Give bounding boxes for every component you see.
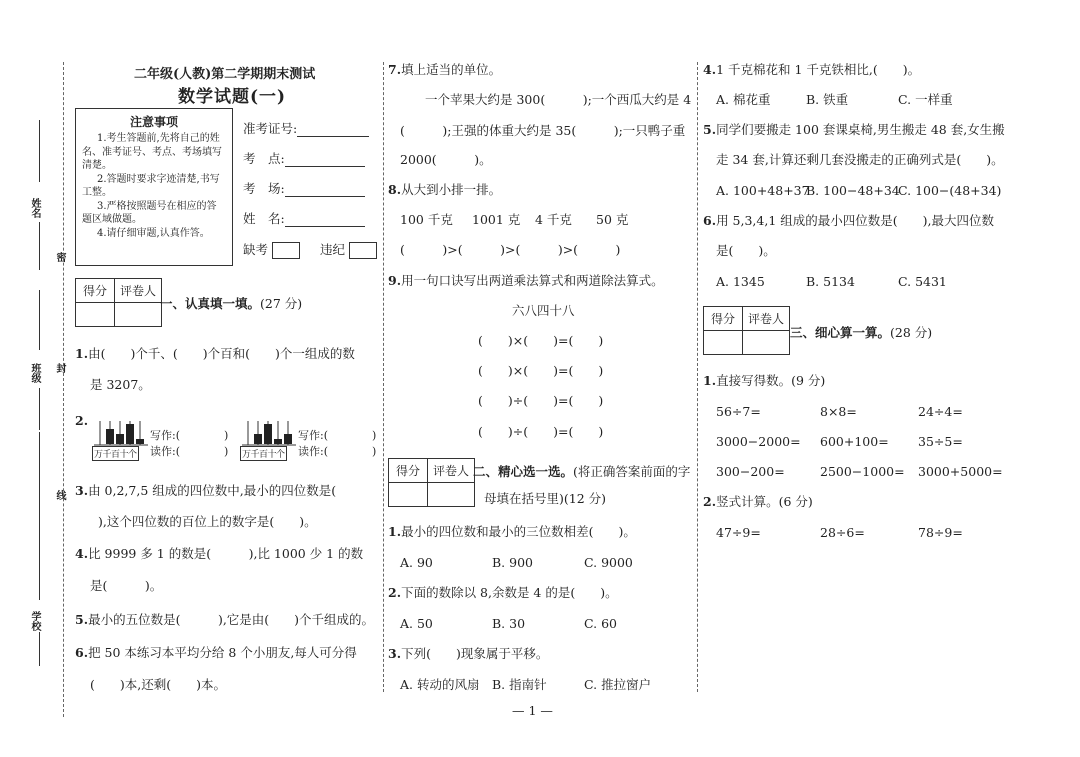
q-text: 由( )个千、( )个百和( )个一组成的数 <box>88 346 355 361</box>
s1-question-4-cont: 是( )。 <box>90 578 163 593</box>
abacus-place-labels-2: 万千百十个 <box>240 446 287 461</box>
s2q2-option-a[interactable]: A. 50 <box>400 616 433 631</box>
abacus-2-write: 写作:( ) <box>298 429 377 442</box>
calc-r1-c3: 24÷4= <box>918 404 963 419</box>
q9-formula-3: ( )÷( )=( ) <box>478 393 604 408</box>
q-text: 比 9999 多 1 的数是( ),比 1000 少 1 的数 <box>88 546 364 561</box>
q-number: 5. <box>703 122 717 137</box>
absent-field[interactable] <box>243 240 300 259</box>
s2q6-option-a[interactable]: A. 1345 <box>716 274 765 289</box>
s2q3-option-c[interactable]: C. 推拉窗户 <box>584 677 652 692</box>
q7-line-2: ( );王强的体重大约是 35( );一只鸭子重 <box>400 123 686 138</box>
q7-line-3: 2000( )。 <box>400 152 492 167</box>
violation-field[interactable] <box>320 240 377 259</box>
q-text: 下面的数除以 8,余数是 4 的是( )。 <box>401 585 618 600</box>
calc-r1-c1: 56÷7= <box>716 404 761 419</box>
q9-formula-4: ( )÷( )=( ) <box>478 424 604 439</box>
note-item-2: 2.答题时要求字迹清楚,书写工整。 <box>82 173 220 198</box>
section2-desc-2: 母填在括号里)(12 分) <box>484 491 607 506</box>
s1-question-1-cont: 是 3207。 <box>90 377 151 392</box>
side-label-seal-2: 封 <box>54 363 65 373</box>
margin-line-school-2 <box>39 632 40 666</box>
q8-title <box>388 182 501 198</box>
vertical-calc-3: 78÷9= <box>918 525 963 540</box>
s2-question-6-cont: 是( )。 <box>716 243 776 258</box>
q-number: 9. <box>388 273 402 288</box>
q-text: 把 50 本练习本平均分给 8 个小朋友,每人可分得 <box>88 645 357 660</box>
s2q4-option-b[interactable]: B. 铁重 <box>806 92 849 107</box>
q8-item-4: 50 克 <box>596 212 629 227</box>
exam-title: 数学试题(一) <box>178 87 287 107</box>
abacus-icon-2 <box>240 417 298 449</box>
score-cell[interactable] <box>389 483 428 507</box>
q-text: 用 5,3,4,1 组成的最小四位数是( ),最大四位数 <box>716 213 994 228</box>
section2-title <box>473 462 690 480</box>
score-table-section3 <box>703 306 790 355</box>
side-label-class: 班级 <box>29 363 40 383</box>
q-points: (9 分) <box>791 373 826 388</box>
abacus-1-write: 写作:( ) <box>150 429 229 442</box>
s2-question-4 <box>703 62 920 78</box>
q-number: 4. <box>703 62 717 77</box>
q-number: 3. <box>75 483 89 498</box>
student-name-blank[interactable] <box>285 213 365 227</box>
s2-question-1 <box>388 524 636 540</box>
calc-r2-c2: 600+100= <box>820 434 889 449</box>
side-label-school: 学校 <box>29 611 40 631</box>
q9-formula-1: ( )×( )=( ) <box>478 333 604 348</box>
score-label: 得分 <box>76 279 115 303</box>
page-number: — 1 — <box>512 703 553 718</box>
grader-cell[interactable] <box>743 331 790 355</box>
margin-line-class-2 <box>39 388 40 430</box>
s2-question-6 <box>703 213 994 229</box>
calc-r3-c2: 2500−1000= <box>820 464 905 479</box>
q8-answer: ( )>( )>( )>( ) <box>400 242 621 257</box>
vertical-calc-1: 47÷9= <box>716 525 761 540</box>
s1-question-6 <box>75 645 357 661</box>
margin-line-name-2 <box>39 222 40 270</box>
q-text: 竖式计算。 <box>716 494 779 509</box>
s1-question-1 <box>75 346 355 362</box>
q-text: 最小的五位数是( ),它是由( )个千组成的。 <box>88 612 375 627</box>
q-number: 1. <box>388 524 402 539</box>
q-number: 3. <box>388 646 402 661</box>
q-text: 填上适当的单位。 <box>401 62 502 77</box>
q-number: 5. <box>75 612 89 627</box>
s2-question-2 <box>388 585 618 601</box>
q8-item-2: 1001 克 <box>472 212 521 227</box>
q-number: 1. <box>75 346 89 361</box>
q-number: 6. <box>703 213 717 228</box>
q9-formula-2: ( )×( )=( ) <box>478 363 604 378</box>
s2q4-option-c[interactable]: C. 一样重 <box>898 92 953 107</box>
q-number: 7. <box>388 62 402 77</box>
s2q5-option-c[interactable]: C. 100−(48+34) <box>898 183 1002 198</box>
exam-number-label: 准考证号: <box>243 121 298 136</box>
section2-title-text: 二、精心选一选。 <box>473 464 574 479</box>
exam-number-blank[interactable] <box>297 123 369 137</box>
q-text: 同学们要搬走 100 套课桌椅,男生搬走 48 套,女生搬 <box>716 122 1005 137</box>
s2q3-option-b[interactable]: B. 指南针 <box>492 677 547 692</box>
exam-site-field[interactable] <box>243 149 365 167</box>
q-text: 用一句口诀写出两道乘法算式和两道除法算式。 <box>401 273 664 288</box>
s2q1-option-b[interactable]: B. 900 <box>492 555 533 570</box>
vertical-calc-2: 28÷6= <box>820 525 865 540</box>
q-number: 4. <box>75 546 89 561</box>
s2-question-5-cont: 走 34 套,计算还剩几套没搬走的正确列式是( )。 <box>716 152 1004 167</box>
section3-points: (28 分) <box>890 325 933 340</box>
s2q5-option-b[interactable]: B. 100−48+34 <box>806 183 900 198</box>
calc-r2-c1: 3000−2000= <box>716 434 801 449</box>
notes-box <box>75 108 233 266</box>
s3-question-2 <box>703 494 813 510</box>
section1-points: (27 分) <box>260 296 303 311</box>
note-item-4: 4.请仔细审题,认真作答。 <box>97 227 210 239</box>
exam-room-blank[interactable] <box>285 183 365 197</box>
student-name-label: 姓 名: <box>243 211 285 226</box>
q-points: (6 分) <box>778 494 813 509</box>
q8-item-3: 4 千克 <box>535 212 572 227</box>
q-number: 8. <box>388 182 402 197</box>
calc-r3-c3: 3000+5000= <box>918 464 1003 479</box>
q7-line-1: 一个苹果大约是 300( );一个西瓜大约是 4 <box>425 92 692 107</box>
section3-title <box>790 323 932 341</box>
q-number: 2. <box>75 413 89 428</box>
q-text: 从大到小排一排。 <box>401 182 502 197</box>
score-cell[interactable] <box>704 331 743 355</box>
abacus-1-read: 读作:( ) <box>150 445 229 458</box>
grader-cell[interactable] <box>428 483 475 507</box>
student-name-field[interactable] <box>243 209 365 227</box>
q-text: 1 千克棉花和 1 千克铁相比,( )。 <box>716 62 921 77</box>
s2q6-option-c[interactable]: C. 5431 <box>898 274 947 289</box>
violation-label: 违纪 <box>320 242 346 257</box>
dashed-divider-left <box>63 62 64 717</box>
exam-number-field[interactable] <box>243 119 369 137</box>
s2q2-option-b[interactable]: B. 30 <box>492 616 526 631</box>
margin-line-school <box>39 432 40 600</box>
absent-checkbox[interactable] <box>272 242 300 259</box>
dashed-divider-col2 <box>697 62 698 692</box>
section2-desc-1: (将正确答案前面的字 <box>573 464 691 479</box>
calc-r3-c1: 300−200= <box>716 464 785 479</box>
s2-question-5 <box>703 122 1005 138</box>
s1-question-3-cont: ),这个四位数的百位上的数字是( )。 <box>98 514 317 529</box>
dashed-divider-col1 <box>383 62 384 692</box>
q9-title <box>388 273 664 289</box>
abacus-place-labels-1: 万千百十个 <box>92 446 139 461</box>
abacus-2-read: 读作:( ) <box>298 445 377 458</box>
q-number: 2. <box>703 494 717 509</box>
s2-question-3 <box>388 646 548 662</box>
side-label-name: 姓名 <box>29 198 40 218</box>
note-item-3: 3.严格按照题号在相应的答题区域做题。 <box>82 200 217 225</box>
s2q3-option-a[interactable]: A. 转动的风扇 <box>400 677 480 692</box>
s2q4-option-a[interactable]: A. 棉花重 <box>716 92 771 107</box>
score-cell[interactable] <box>76 303 115 327</box>
s1-question-3 <box>75 483 336 499</box>
q-text: 直接写得数。 <box>716 373 792 388</box>
q-text: 由 0,2,7,5 组成的四位数中,最小的四位数是( <box>88 483 337 498</box>
s1-question-5 <box>75 612 374 628</box>
score-label: 得分 <box>704 307 743 331</box>
section1-title <box>160 294 302 312</box>
q-number: 2. <box>388 585 402 600</box>
s3-question-1 <box>703 373 825 389</box>
section3-title-text: 三、细心算一算。 <box>790 325 891 340</box>
score-table-section1 <box>75 278 162 327</box>
note-item-1: 1.考生答题前,先将自己的姓名、准考证号、考点、考场填写清楚。 <box>82 133 222 171</box>
score-table-section2 <box>388 458 475 507</box>
exam-room-label: 考 场: <box>243 181 285 196</box>
q8-item-1: 100 千克 <box>400 212 453 227</box>
s2q1-option-c[interactable]: C. 9000 <box>584 555 633 570</box>
side-label-line: 线 <box>54 490 65 500</box>
s1-question-2 <box>75 413 88 429</box>
grader-label: 评卷人 <box>743 307 790 331</box>
grader-label: 评卷人 <box>428 459 475 483</box>
score-label: 得分 <box>389 459 428 483</box>
exam-site-label: 考 点: <box>243 151 285 166</box>
notes-title: 注意事项 <box>129 115 178 129</box>
violation-checkbox[interactable] <box>349 242 377 259</box>
exam-site-blank[interactable] <box>285 153 365 167</box>
margin-line-class <box>39 290 40 350</box>
s2q1-option-a[interactable]: A. 90 <box>400 555 433 570</box>
section1-title-text: 一、认真填一填。 <box>160 296 261 311</box>
s2q6-option-b[interactable]: B. 5134 <box>806 274 855 289</box>
q-number: 1. <box>703 373 717 388</box>
exam-subtitle: 二年级(人教)第二学期期末测试 <box>134 67 316 82</box>
grader-cell[interactable] <box>115 303 162 327</box>
q-text: 下列( )现象属于平移。 <box>401 646 549 661</box>
q-number: 6. <box>75 645 89 660</box>
absent-label: 缺考 <box>243 242 269 257</box>
exam-room-field[interactable] <box>243 179 365 197</box>
s1-question-4 <box>75 546 363 562</box>
q7-title <box>388 62 501 78</box>
grader-label: 评卷人 <box>115 279 162 303</box>
s1-question-6-cont: ( )本,还剩( )本。 <box>90 677 226 692</box>
calc-r2-c3: 35÷5= <box>918 434 963 449</box>
abacus-icon-1 <box>92 417 150 449</box>
margin-line-name <box>39 120 40 182</box>
s2q5-option-a[interactable]: A. 100+48+37 <box>716 183 810 198</box>
side-label-seal-1: 密 <box>54 252 65 262</box>
q-text: 最小的四位数和最小的三位数相差( )。 <box>401 524 636 539</box>
q9-rhyme: 六八四十八 <box>512 303 575 318</box>
calc-r1-c2: 8×8= <box>820 404 857 419</box>
s2q2-option-c[interactable]: C. 60 <box>584 616 617 631</box>
